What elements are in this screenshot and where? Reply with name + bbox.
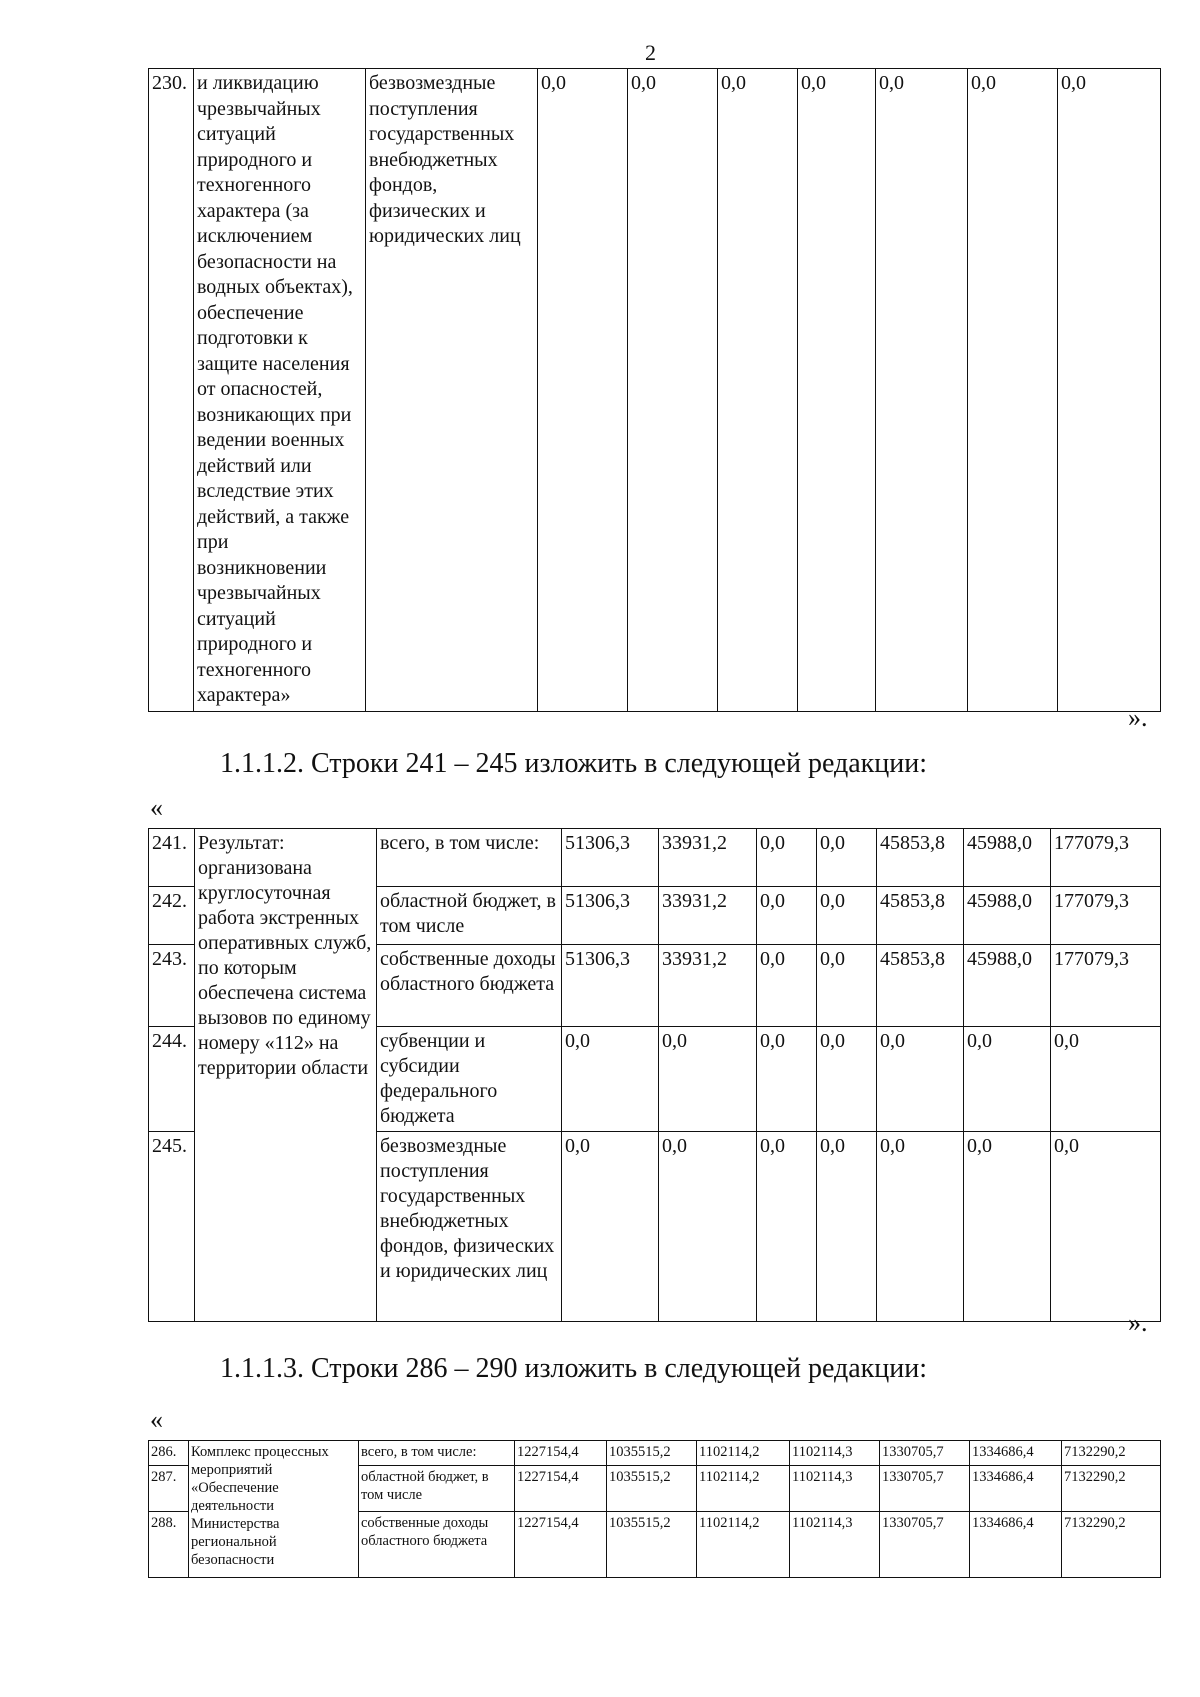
table-row [149,829,1161,887]
row-source: собственные доходы областного бюджета [359,1512,515,1578]
value-cell: 0,0 [562,1132,659,1322]
value-cell: 0,0 [877,1027,964,1132]
row-number: 288. [149,1512,189,1578]
value-cell: 1334686,4 [970,1466,1062,1512]
row-name: Комплекс процессных мероприятий «Обеспечение деятельности Министерства региональной безопасности [189,1441,359,1578]
table-row [149,1441,1161,1466]
row-source: областной бюджет, в том числе [377,887,562,945]
row-name: Результат: организована круглосуточная работа экстренных оперативных служб, по которым обеспечена система вызовов по единому номеру «112» на территории области [195,829,377,1322]
row-source: всего, в том числе: [359,1441,515,1466]
value-cell: 177079,3 [1051,829,1161,887]
value-cell: 0,0 [877,1132,964,1322]
section-heading: 1.1.1.2. Строки 241 – 245 изложить в следующей редакции: [220,748,928,779]
value-cell: 0,0 [1058,69,1161,712]
value-cell: 1102114,2 [697,1466,790,1512]
row-number: 244. [149,1027,195,1132]
value-cell: 45988,0 [964,945,1051,1027]
row-source: безвозмездные поступления государственных внебюджетных фондов, физических и юридических лиц [377,1132,562,1322]
row-source: безвозмездные поступления государственных внебюджетных фондов, физических и юридических лиц [366,69,538,712]
row-name: и ликвидацию чрезвычайных ситуаций природного и техногенного характера (за исключением безопасности на водных объектах), обеспечение подготовки к защите населения от опасностей, возникающих при ведении военных действий или вследствие этих действий, а также при возникновении чрезвычайных ситуаций природного и техногенного характера» [194,69,366,712]
value-cell: 0,0 [817,887,877,945]
value-cell: 1102114,2 [697,1512,790,1578]
value-cell: 51306,3 [562,887,659,945]
value-cell: 1102114,3 [790,1466,880,1512]
value-cell: 45988,0 [964,887,1051,945]
value-cell: 7132290,2 [1062,1441,1161,1466]
value-cell: 1227154,4 [515,1441,607,1466]
value-cell: 7132290,2 [1062,1466,1161,1512]
value-cell: 0,0 [817,829,877,887]
opening-quote: « [150,1405,163,1434]
value-cell: 0,0 [817,1027,877,1132]
value-cell: 1330705,7 [880,1441,970,1466]
row-number: 243. [149,945,195,1027]
table-row [149,69,1161,712]
row-source: областной бюджет, в том числе [359,1466,515,1512]
value-cell: 7132290,2 [1062,1512,1161,1578]
value-cell: 0,0 [538,69,628,712]
value-cell: 1102114,3 [790,1512,880,1578]
value-cell: 0,0 [798,69,876,712]
value-cell: 1227154,4 [515,1466,607,1512]
value-cell: 1102114,2 [697,1441,790,1466]
value-cell: 0,0 [968,69,1058,712]
value-cell: 51306,3 [562,945,659,1027]
value-cell: 45853,8 [877,945,964,1027]
value-cell: 0,0 [964,1027,1051,1132]
value-cell: 1330705,7 [880,1466,970,1512]
budget-table-continuation [148,68,1161,712]
row-source: всего, в том числе: [377,829,562,887]
value-cell: 0,0 [659,1027,757,1132]
value-cell: 0,0 [876,69,968,712]
section-heading: 1.1.1.3. Строки 286 – 290 изложить в следующей редакции: [220,1353,928,1384]
value-cell: 1102114,3 [790,1441,880,1466]
value-cell: 0,0 [628,69,718,712]
closing-quote: ». [1128,703,1148,732]
row-number: 286. [149,1441,189,1466]
value-cell: 45853,8 [877,829,964,887]
row-number: 242. [149,887,195,945]
value-cell: 0,0 [659,1132,757,1322]
row-number: 241. [149,829,195,887]
row-source: субвенции и субсидии федерального бюджета [377,1027,562,1132]
budget-table-241-245 [148,828,1161,1322]
value-cell: 177079,3 [1051,945,1161,1027]
value-cell: 1227154,4 [515,1512,607,1578]
value-cell: 0,0 [817,1132,877,1322]
value-cell: 51306,3 [562,829,659,887]
value-cell: 1334686,4 [970,1441,1062,1466]
value-cell: 0,0 [757,887,817,945]
opening-quote: « [150,793,163,822]
page-number: 2 [645,40,656,65]
row-source: собственные доходы областного бюджета [377,945,562,1027]
value-cell: 0,0 [757,1027,817,1132]
value-cell: 0,0 [757,1132,817,1322]
value-cell: 45853,8 [877,887,964,945]
row-number: 245. [149,1132,195,1322]
value-cell: 1035515,2 [607,1466,697,1512]
value-cell: 177079,3 [1051,887,1161,945]
row-number: 230. [149,69,194,712]
value-cell: 0,0 [562,1027,659,1132]
value-cell: 33931,2 [659,887,757,945]
row-number: 287. [149,1466,189,1512]
value-cell: 33931,2 [659,945,757,1027]
value-cell: 0,0 [817,945,877,1027]
value-cell: 0,0 [1051,1132,1161,1322]
value-cell: 45988,0 [964,829,1051,887]
value-cell: 1334686,4 [970,1512,1062,1578]
value-cell: 0,0 [964,1132,1051,1322]
value-cell: 1330705,7 [880,1512,970,1578]
value-cell: 0,0 [718,69,798,712]
value-cell: 0,0 [757,945,817,1027]
value-cell: 1035515,2 [607,1441,697,1466]
closing-quote: ». [1128,1308,1148,1337]
value-cell: 0,0 [757,829,817,887]
budget-table-286-290 [148,1440,1161,1578]
value-cell: 0,0 [1051,1027,1161,1132]
value-cell: 1035515,2 [607,1512,697,1578]
value-cell: 33931,2 [659,829,757,887]
